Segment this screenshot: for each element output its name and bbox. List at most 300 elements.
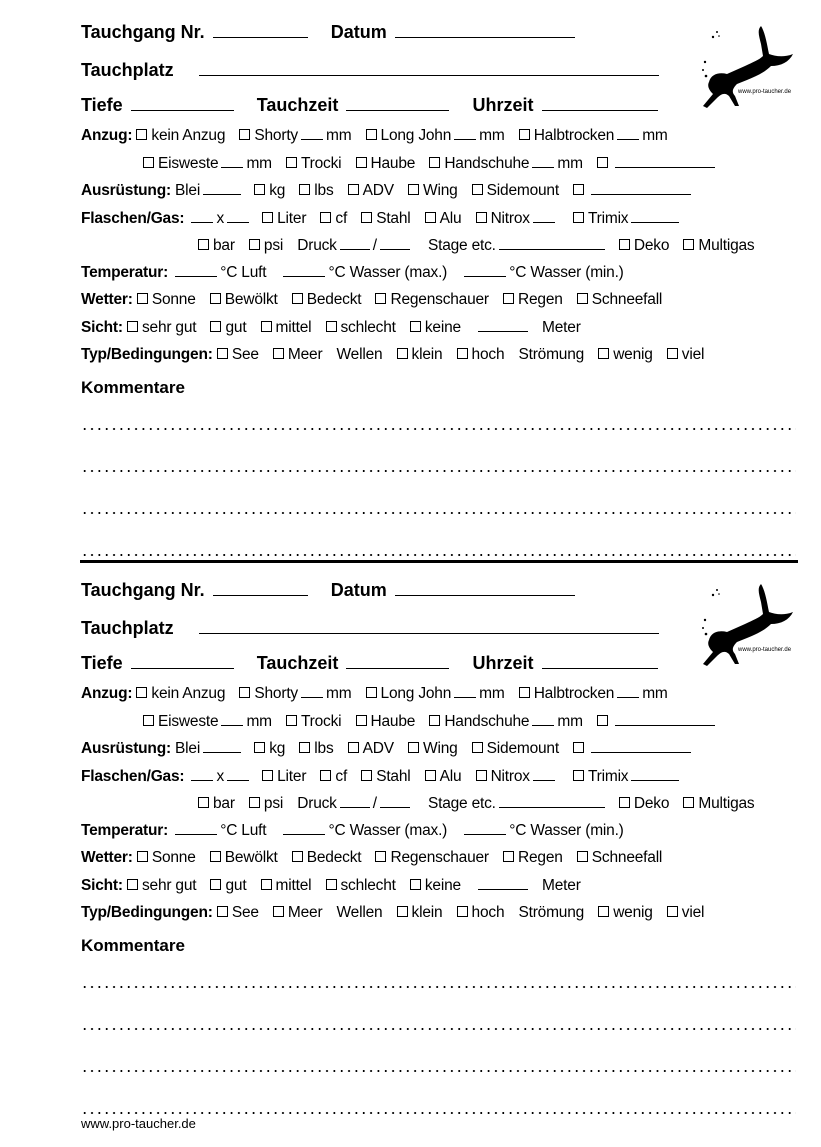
suit-label: Anzug: <box>81 685 133 702</box>
checkbox-meer[interactable] <box>273 906 284 917</box>
checkbox-see[interactable] <box>217 348 228 359</box>
checkbox-kein-anzug[interactable] <box>136 687 147 698</box>
visibility-option: sehr gut <box>141 319 197 336</box>
tanks-row-2 <box>198 795 754 813</box>
checkbox-psi[interactable] <box>249 239 260 250</box>
header-row-2 <box>81 618 662 639</box>
weather-label: Wetter: <box>81 849 133 866</box>
visibility-option: keine <box>424 319 461 336</box>
water-min-field[interactable] <box>464 275 506 277</box>
depth-field[interactable] <box>131 109 234 111</box>
unit-mm: mm <box>557 155 583 172</box>
weather-row <box>81 291 662 309</box>
equipment-other-field[interactable] <box>591 193 691 195</box>
checkbox-handschuhe[interactable] <box>429 157 440 168</box>
depth-label: Tiefe <box>81 95 123 115</box>
nitrox-label: Nitrox <box>490 210 530 227</box>
shorty-label: Shorty <box>254 127 298 144</box>
checkbox-bar[interactable] <box>198 239 209 250</box>
comment-line[interactable] <box>81 554 796 556</box>
checkbox-meer[interactable] <box>273 348 284 359</box>
logo-url-text: www.pro-taucher.de <box>738 647 792 653</box>
weather-option: Schneefall <box>591 849 663 866</box>
logo-url-text: www.pro-taucher.de <box>738 89 792 95</box>
long-john-thickness-field[interactable] <box>454 696 476 698</box>
weather-option: Regenschauer <box>390 849 489 866</box>
checkbox-weather[interactable] <box>137 293 148 304</box>
checkbox-multigas[interactable] <box>683 239 694 250</box>
footer-url: www.pro-taucher.de <box>81 1116 196 1131</box>
checkbox-wing[interactable] <box>408 184 419 195</box>
checkbox-visibility[interactable] <box>210 879 221 890</box>
suit-label: Anzug: <box>81 127 133 144</box>
weather-row <box>81 849 662 867</box>
sidemount-label: Sidemount <box>486 182 559 199</box>
checkbox-suit-other[interactable] <box>597 157 608 168</box>
weather-label: Wetter: <box>81 291 133 308</box>
checkbox-visibility[interactable] <box>410 321 421 332</box>
tanks-row-2 <box>198 237 754 255</box>
eisweste-thickness-field[interactable] <box>221 166 243 168</box>
checkbox-liter[interactable] <box>262 770 273 781</box>
eisweste-label: Eisweste <box>158 713 219 730</box>
checkbox-visibility[interactable] <box>261 321 272 332</box>
equipment-label: Ausrüstung: <box>81 740 171 757</box>
kg-label: kg <box>269 740 286 757</box>
weather-option: Regen <box>518 291 563 308</box>
weight-field[interactable] <box>203 751 241 753</box>
weather-option: Sonne <box>151 849 196 866</box>
halbtrocken-thickness-field[interactable] <box>617 138 639 140</box>
unit-mm: mm <box>325 127 352 144</box>
checkbox-weather[interactable] <box>292 293 303 304</box>
conditions-label: Typ/Bedingungen: <box>81 904 213 921</box>
wenig-label: wenig <box>613 904 653 921</box>
visibility-label: Sicht: <box>81 319 123 336</box>
trimix-label: Trimix <box>587 768 629 785</box>
weather-option: Regenschauer <box>390 291 489 308</box>
long-john-label: Long John <box>380 685 452 702</box>
cf-label: cf <box>335 210 348 227</box>
depth-label: Tiefe <box>81 653 123 673</box>
air-temp-label: °C Luft <box>220 264 267 281</box>
checkbox-weather[interactable] <box>577 851 588 862</box>
weather-option: Regen <box>518 849 563 866</box>
halbtrocken-thickness-field[interactable] <box>617 696 639 698</box>
checkbox-adv[interactable] <box>348 184 359 195</box>
checkbox-visibility[interactable] <box>410 879 421 890</box>
checkbox-bar[interactable] <box>198 797 209 808</box>
haube-label: Haube <box>370 155 416 172</box>
suit-row-1 <box>81 685 668 703</box>
suit-row-2 <box>143 713 718 731</box>
checkbox-nitrox[interactable] <box>476 212 487 223</box>
checkbox-suit-other[interactable] <box>597 715 608 726</box>
shorty-label: Shorty <box>254 685 298 702</box>
checkbox-trimix[interactable] <box>573 770 584 781</box>
unit-mm: mm <box>246 713 272 730</box>
comment-line[interactable] <box>81 1112 796 1114</box>
bar-label: bar <box>213 795 235 812</box>
tank-count-field[interactable] <box>191 221 213 223</box>
checkbox-long-john[interactable] <box>366 687 377 698</box>
weight-field[interactable] <box>203 193 241 195</box>
alu-label: Alu <box>439 210 462 227</box>
clock-time-field[interactable] <box>542 109 658 111</box>
checkbox-sidemount[interactable] <box>472 184 483 195</box>
dive-site-label: Tauchplatz <box>81 60 174 80</box>
waves-label: Wellen <box>336 346 383 363</box>
checkbox-weather[interactable] <box>292 851 303 862</box>
suit-other-field[interactable] <box>615 166 715 168</box>
visibility-label: Sicht: <box>81 877 123 894</box>
checkbox-weather[interactable] <box>210 851 221 862</box>
meer-label: Meer <box>287 904 323 921</box>
weather-option: Bewölkt <box>224 291 278 308</box>
alu-label: Alu <box>439 768 462 785</box>
eisweste-label: Eisweste <box>158 155 219 172</box>
klein-label: klein <box>411 904 443 921</box>
waves-label: Wellen <box>336 904 383 921</box>
checkbox-cf[interactable] <box>320 770 331 781</box>
haube-label: Haube <box>370 713 416 730</box>
klein-label: klein <box>411 346 443 363</box>
viel-label: viel <box>681 904 705 921</box>
adv-label: ADV <box>362 182 394 199</box>
checkbox-wenig[interactable] <box>598 348 609 359</box>
pressure-end-field[interactable] <box>380 806 410 808</box>
tanks-label: Flaschen/Gas: <box>81 768 185 785</box>
equipment-other-field[interactable] <box>591 751 691 753</box>
stage-field[interactable] <box>499 248 605 250</box>
checkbox-trimix[interactable] <box>573 212 584 223</box>
checkbox-deko[interactable] <box>619 797 630 808</box>
multigas-label: Multigas <box>698 237 755 254</box>
sidemount-label: Sidemount <box>486 740 559 757</box>
checkbox-alu[interactable] <box>425 770 436 781</box>
checkbox-weather[interactable] <box>137 851 148 862</box>
stage-label: Stage etc. <box>427 795 496 812</box>
checkbox-equipment-other[interactable] <box>573 742 584 753</box>
checkbox-klein[interactable] <box>397 906 408 917</box>
depth-field[interactable] <box>131 667 234 669</box>
comment-line[interactable] <box>81 470 796 472</box>
date-field[interactable] <box>395 594 575 596</box>
current-label: Strömung <box>518 904 585 921</box>
diver-logo <box>697 580 801 675</box>
unit-mm: mm <box>479 127 505 144</box>
checkbox-see[interactable] <box>217 906 228 917</box>
checkbox-lbs[interactable] <box>299 184 310 195</box>
dive-site-label: Tauchplatz <box>81 618 174 638</box>
water-max-field[interactable] <box>283 833 325 835</box>
eisweste-thickness-field[interactable] <box>221 724 243 726</box>
liter-label: Liter <box>277 768 307 785</box>
equipment-row <box>81 740 694 758</box>
diver-logo <box>697 22 801 117</box>
water-min-label: °C Wasser (min.) <box>509 822 624 839</box>
comment-line[interactable] <box>81 986 796 988</box>
shorty-thickness-field[interactable] <box>301 696 323 698</box>
clock-time-field[interactable] <box>542 667 658 669</box>
hoch-label: hoch <box>471 904 505 921</box>
adv-label: ADV <box>362 740 394 757</box>
visibility-option: schlecht <box>340 319 396 336</box>
hoch-label: hoch <box>471 346 505 363</box>
tanks-row-1 <box>81 768 682 786</box>
checkbox-sidemount[interactable] <box>472 742 483 753</box>
nitrox-label: Nitrox <box>490 768 530 785</box>
unit-mm: mm <box>246 155 272 172</box>
checkbox-cf[interactable] <box>320 212 331 223</box>
comment-line[interactable] <box>81 1028 796 1030</box>
dive-number-field[interactable] <box>213 36 308 38</box>
checkbox-haube[interactable] <box>356 715 367 726</box>
date-field[interactable] <box>395 36 575 38</box>
visibility-meter-field[interactable] <box>478 330 528 332</box>
stage-label: Stage etc. <box>427 237 496 254</box>
checkbox-weather[interactable] <box>503 293 514 304</box>
unit-mm: mm <box>642 127 668 144</box>
checkbox-alu[interactable] <box>425 212 436 223</box>
trocki-label: Trocki <box>300 155 342 172</box>
pressure-start-field[interactable] <box>340 806 370 808</box>
checkbox-viel[interactable] <box>667 348 678 359</box>
conditions-label: Typ/Bedingungen: <box>81 346 213 363</box>
date-label: Datum <box>330 580 387 600</box>
weather-option: Bedeckt <box>306 291 362 308</box>
visibility-option: keine <box>424 877 461 894</box>
checkbox-psi[interactable] <box>249 797 260 808</box>
current-label: Strömung <box>518 346 585 363</box>
handschuhe-thickness-field[interactable] <box>532 166 554 168</box>
water-max-label: °C Wasser (max.) <box>328 264 448 281</box>
long-john-label: Long John <box>380 127 452 144</box>
checkbox-hoch[interactable] <box>457 906 468 917</box>
temperature-row <box>81 264 624 282</box>
checkbox-visibility[interactable] <box>210 321 221 332</box>
suit-row-1 <box>81 127 668 145</box>
checkbox-kg[interactable] <box>254 184 265 195</box>
pressure-end-field[interactable] <box>380 248 410 250</box>
water-min-field[interactable] <box>464 833 506 835</box>
bar-label: bar <box>213 237 235 254</box>
trimix-field[interactable] <box>631 221 679 223</box>
trimix-field[interactable] <box>631 779 679 781</box>
diver-icon <box>697 22 801 112</box>
suit-other-field[interactable] <box>615 724 715 726</box>
clock-time-label: Uhrzeit <box>472 95 534 115</box>
suit-row-2 <box>143 155 718 173</box>
weather-option: Bedeckt <box>306 849 362 866</box>
checkbox-visibility[interactable] <box>326 879 337 890</box>
cf-label: cf <box>335 768 348 785</box>
visibility-unit: Meter <box>542 319 581 336</box>
dive-time-field[interactable] <box>346 109 449 111</box>
checkbox-trocki[interactable] <box>286 157 297 168</box>
unit-mm: mm <box>557 713 583 730</box>
pressure-start-field[interactable] <box>340 248 370 250</box>
tank-x-label: x <box>216 768 225 785</box>
wing-label: Wing <box>423 740 458 757</box>
kein-anzug-label: kein Anzug <box>151 685 226 702</box>
shorty-thickness-field[interactable] <box>301 138 323 140</box>
checkbox-adv[interactable] <box>348 742 359 753</box>
unit-mm: mm <box>325 685 352 702</box>
checkbox-stahl[interactable] <box>361 212 372 223</box>
air-temp-field[interactable] <box>175 275 217 277</box>
header-row-3 <box>81 95 661 116</box>
checkbox-weather[interactable] <box>375 293 386 304</box>
handschuhe-thickness-field[interactable] <box>532 724 554 726</box>
unit-mm: mm <box>642 685 668 702</box>
clock-time-label: Uhrzeit <box>472 653 534 673</box>
comment-line[interactable] <box>81 428 796 430</box>
checkbox-wing[interactable] <box>408 742 419 753</box>
checkbox-shorty[interactable] <box>239 687 250 698</box>
trocki-label: Trocki <box>300 713 342 730</box>
checkbox-klein[interactable] <box>397 348 408 359</box>
unit-mm: mm <box>479 685 505 702</box>
temperature-row <box>81 822 624 840</box>
dive-time-label: Tauchzeit <box>256 653 339 673</box>
lbs-label: lbs <box>314 740 334 757</box>
tank-size-field[interactable] <box>227 779 249 781</box>
see-label: See <box>231 904 259 921</box>
visibility-row <box>81 877 581 895</box>
checkbox-shorty[interactable] <box>239 129 250 140</box>
comment-line[interactable] <box>81 1070 796 1072</box>
long-john-thickness-field[interactable] <box>454 138 476 140</box>
checkbox-visibility[interactable] <box>127 879 138 890</box>
stahl-label: Stahl <box>376 768 411 785</box>
checkbox-wenig[interactable] <box>598 906 609 917</box>
handschuhe-label: Handschuhe <box>444 155 530 172</box>
halbtrocken-label: Halbtrocken <box>533 685 615 702</box>
equipment-row <box>81 182 694 200</box>
checkbox-viel[interactable] <box>667 906 678 917</box>
weight-label: Blei <box>175 740 201 757</box>
air-temp-field[interactable] <box>175 833 217 835</box>
comments-heading: Kommentare <box>81 936 185 955</box>
dive-number-field[interactable] <box>213 594 308 596</box>
pressure-slash: / <box>372 795 377 812</box>
water-max-label: °C Wasser (max.) <box>328 822 448 839</box>
checkbox-halbtrocken[interactable] <box>519 687 530 698</box>
checkbox-stahl[interactable] <box>361 770 372 781</box>
checkbox-weather[interactable] <box>503 851 514 862</box>
kein-anzug-label: kein Anzug <box>151 127 226 144</box>
header-row-2 <box>81 60 662 81</box>
checkbox-kein-anzug[interactable] <box>136 129 147 140</box>
checkbox-equipment-other[interactable] <box>573 184 584 195</box>
wenig-label: wenig <box>613 346 653 363</box>
checkbox-long-john[interactable] <box>366 129 377 140</box>
checkbox-weather[interactable] <box>577 293 588 304</box>
tank-size-field[interactable] <box>227 221 249 223</box>
wing-label: Wing <box>423 182 458 199</box>
visibility-option: sehr gut <box>141 877 197 894</box>
header-row-1 <box>81 580 578 601</box>
visibility-row <box>81 319 581 337</box>
checkbox-eisweste[interactable] <box>143 157 154 168</box>
temperature-label: Temperatur: <box>81 264 169 281</box>
deko-label: Deko <box>633 237 670 254</box>
checkbox-lbs[interactable] <box>299 742 310 753</box>
checkbox-trocki[interactable] <box>286 715 297 726</box>
weight-label: Blei <box>175 182 201 199</box>
header-row-3 <box>81 653 661 674</box>
tanks-label: Flaschen/Gas: <box>81 210 185 227</box>
water-max-field[interactable] <box>283 275 325 277</box>
checkbox-visibility[interactable] <box>261 879 272 890</box>
visibility-option: schlecht <box>340 877 396 894</box>
form-divider <box>80 560 798 563</box>
checkbox-handschuhe[interactable] <box>429 715 440 726</box>
comments-heading: Kommentare <box>81 378 185 397</box>
checkbox-weather[interactable] <box>210 293 221 304</box>
multigas-label: Multigas <box>698 795 755 812</box>
checkbox-kg[interactable] <box>254 742 265 753</box>
checkbox-liter[interactable] <box>262 212 273 223</box>
conditions-row <box>81 904 704 922</box>
dive-site-field[interactable] <box>199 632 659 634</box>
visibility-option: mittel <box>275 877 312 894</box>
visibility-meter-field[interactable] <box>478 888 528 890</box>
pressure-label: Druck <box>297 795 337 812</box>
dive-site-field[interactable] <box>199 74 659 76</box>
dive-number-label: Tauchgang Nr. <box>81 580 205 600</box>
liter-label: Liter <box>277 210 307 227</box>
handschuhe-label: Handschuhe <box>444 713 530 730</box>
pressure-label: Druck <box>297 237 337 254</box>
checkbox-haube[interactable] <box>356 157 367 168</box>
stage-field[interactable] <box>499 806 605 808</box>
weather-option: Schneefall <box>591 291 663 308</box>
dive-time-field[interactable] <box>346 667 449 669</box>
visibility-option: gut <box>225 319 247 336</box>
checkbox-hoch[interactable] <box>457 348 468 359</box>
weather-option: Bewölkt <box>224 849 278 866</box>
meer-label: Meer <box>287 346 323 363</box>
checkbox-visibility[interactable] <box>127 321 138 332</box>
nitrox-field[interactable] <box>533 221 555 223</box>
trimix-label: Trimix <box>587 210 629 227</box>
checkbox-deko[interactable] <box>619 239 630 250</box>
viel-label: viel <box>681 346 705 363</box>
checkbox-weather[interactable] <box>375 851 386 862</box>
nitrox-field[interactable] <box>533 779 555 781</box>
comment-line[interactable] <box>81 512 796 514</box>
checkbox-halbtrocken[interactable] <box>519 129 530 140</box>
lbs-label: lbs <box>314 182 334 199</box>
checkbox-nitrox[interactable] <box>476 770 487 781</box>
kg-label: kg <box>269 182 286 199</box>
temperature-label: Temperatur: <box>81 822 169 839</box>
visibility-unit: Meter <box>542 877 581 894</box>
deko-label: Deko <box>633 795 670 812</box>
stahl-label: Stahl <box>376 210 411 227</box>
checkbox-visibility[interactable] <box>326 321 337 332</box>
equipment-label: Ausrüstung: <box>81 182 171 199</box>
tank-count-field[interactable] <box>191 779 213 781</box>
conditions-row <box>81 346 704 364</box>
visibility-option: gut <box>225 877 247 894</box>
header-row-1 <box>81 22 578 43</box>
checkbox-eisweste[interactable] <box>143 715 154 726</box>
pressure-slash: / <box>372 237 377 254</box>
checkbox-multigas[interactable] <box>683 797 694 808</box>
